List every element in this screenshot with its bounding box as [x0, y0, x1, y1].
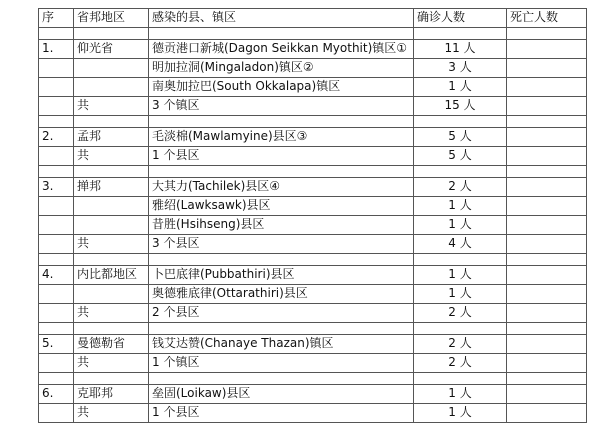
- separator-cell: [507, 116, 587, 128]
- row-number: 5.: [39, 335, 74, 354]
- separator-cell: [507, 373, 587, 385]
- row-number: [39, 216, 74, 235]
- separator-cell: [74, 166, 149, 178]
- row-number: 1.: [39, 40, 74, 59]
- separator-cell: [149, 373, 414, 385]
- confirmed-count: 2 人: [414, 178, 507, 197]
- row-number: [39, 97, 74, 116]
- separator-cell: [414, 166, 507, 178]
- total-row: [39, 97, 587, 116]
- total-label: 共: [74, 404, 149, 423]
- death-count: [507, 97, 587, 116]
- row-number: [39, 235, 74, 254]
- area-name: 钱艾达赞(Chanaye Thazan)镇区: [149, 335, 414, 354]
- area-name: 卜巴底律(Pubbathiri)县区: [149, 266, 414, 285]
- state-name: 仰光省: [74, 40, 149, 59]
- row-number: [39, 285, 74, 304]
- separator-cell: [39, 166, 74, 178]
- header-confirmed: 确诊人数: [414, 9, 507, 28]
- total-area-count: 3 个镇区: [149, 97, 414, 116]
- state-name: [74, 78, 149, 97]
- death-count: [507, 235, 587, 254]
- separator-cell: [149, 116, 414, 128]
- confirmed-count: 11 人: [414, 40, 507, 59]
- state-name: 掸邦: [74, 178, 149, 197]
- separator-cell: [507, 166, 587, 178]
- total-area-count: 1 个镇区: [149, 354, 414, 373]
- confirmed-count: 1 人: [414, 78, 507, 97]
- separator-row: [39, 28, 587, 40]
- death-count: [507, 178, 587, 197]
- row-number: [39, 404, 74, 423]
- row-number: [39, 197, 74, 216]
- row-number: [39, 78, 74, 97]
- death-count: [507, 354, 587, 373]
- state-name: 克耶邦: [74, 385, 149, 404]
- separator-cell: [149, 166, 414, 178]
- death-count: [507, 128, 587, 147]
- header-no: 序: [39, 9, 74, 28]
- area-name: 昔胜(Hsihseng)县区: [149, 216, 414, 235]
- area-name: 垒固(Loikaw)县区: [149, 385, 414, 404]
- separator-cell: [39, 28, 74, 40]
- total-label: 共: [74, 147, 149, 166]
- death-count: [507, 285, 587, 304]
- confirmed-count: 3 人: [414, 59, 507, 78]
- area-name: 毛淡棉(Mawlamyine)县区③: [149, 128, 414, 147]
- state-name: [74, 216, 149, 235]
- state-name: [74, 197, 149, 216]
- total-row: [39, 354, 587, 373]
- total-confirmed: 2 人: [414, 354, 507, 373]
- row-number: 4.: [39, 266, 74, 285]
- total-area-count: 1 个县区: [149, 147, 414, 166]
- table-row: [39, 285, 587, 304]
- separator-cell: [149, 254, 414, 266]
- total-confirmed: 5 人: [414, 147, 507, 166]
- separator-cell: [74, 254, 149, 266]
- separator-cell: [507, 254, 587, 266]
- table-row: [39, 197, 587, 216]
- confirmed-count: 1 人: [414, 216, 507, 235]
- separator-cell: [507, 28, 587, 40]
- total-row: [39, 147, 587, 166]
- separator-cell: [39, 254, 74, 266]
- separator-cell: [74, 116, 149, 128]
- separator-row: [39, 254, 587, 266]
- total-label: 共: [74, 354, 149, 373]
- total-row: [39, 404, 587, 423]
- separator-cell: [39, 116, 74, 128]
- table-row: [39, 335, 587, 354]
- separator-cell: [414, 373, 507, 385]
- row-number: 2.: [39, 128, 74, 147]
- area-name: 雅绍(Lawksawk)县区: [149, 197, 414, 216]
- area-name: 大其力(Tachilek)县区④: [149, 178, 414, 197]
- separator-row: [39, 166, 587, 178]
- total-label: 共: [74, 235, 149, 254]
- header-area: 感染的县、镇区: [149, 9, 414, 28]
- area-name: 奥德雅底律(Ottarathiri)县区: [149, 285, 414, 304]
- state-name: [74, 59, 149, 78]
- total-row: [39, 304, 587, 323]
- total-confirmed: 2 人: [414, 304, 507, 323]
- total-area-count: 3 个县区: [149, 235, 414, 254]
- death-count: [507, 404, 587, 423]
- separator-cell: [507, 323, 587, 335]
- separator-cell: [414, 323, 507, 335]
- death-count: [507, 216, 587, 235]
- separator-cell: [149, 323, 414, 335]
- total-confirmed: 15 人: [414, 97, 507, 116]
- table-row: [39, 128, 587, 147]
- state-name: [74, 285, 149, 304]
- death-count: [507, 197, 587, 216]
- total-area-count: 2 个县区: [149, 304, 414, 323]
- death-count: [507, 266, 587, 285]
- confirmed-count: 1 人: [414, 197, 507, 216]
- row-number: [39, 147, 74, 166]
- row-number: [39, 304, 74, 323]
- row-number: [39, 354, 74, 373]
- header-deaths: 死亡人数: [507, 9, 587, 28]
- confirmed-count: 2 人: [414, 335, 507, 354]
- state-name: 内比都地区: [74, 266, 149, 285]
- header-row: [39, 9, 587, 28]
- confirmed-count: 5 人: [414, 128, 507, 147]
- death-count: [507, 147, 587, 166]
- death-count: [507, 59, 587, 78]
- separator-cell: [39, 323, 74, 335]
- separator-row: [39, 373, 587, 385]
- table-body: [39, 9, 587, 423]
- covid-cases-table: [38, 8, 587, 423]
- state-name: 曼德勒省: [74, 335, 149, 354]
- confirmed-count: 1 人: [414, 285, 507, 304]
- table-row: [39, 59, 587, 78]
- area-name: 明加拉洞(Mingaladon)镇区②: [149, 59, 414, 78]
- total-row: [39, 235, 587, 254]
- separator-row: [39, 116, 587, 128]
- table-row: [39, 178, 587, 197]
- separator-cell: [414, 116, 507, 128]
- death-count: [507, 40, 587, 59]
- row-number: 6.: [39, 385, 74, 404]
- table-row: [39, 40, 587, 59]
- separator-cell: [414, 254, 507, 266]
- table-row: [39, 216, 587, 235]
- row-number: 3.: [39, 178, 74, 197]
- total-confirmed: 4 人: [414, 235, 507, 254]
- total-area-count: 1 个县区: [149, 404, 414, 423]
- confirmed-count: 1 人: [414, 385, 507, 404]
- separator-row: [39, 323, 587, 335]
- separator-cell: [74, 28, 149, 40]
- separator-cell: [149, 28, 414, 40]
- header-state: 省邦地区: [74, 9, 149, 28]
- total-label: 共: [74, 97, 149, 116]
- separator-cell: [74, 323, 149, 335]
- table-row: [39, 385, 587, 404]
- death-count: [507, 78, 587, 97]
- separator-cell: [39, 373, 74, 385]
- table-row: [39, 266, 587, 285]
- separator-cell: [74, 373, 149, 385]
- area-name: 德贡港口新城(Dagon Seikkan Myothit)镇区①: [149, 40, 414, 59]
- confirmed-count: 1 人: [414, 266, 507, 285]
- separator-cell: [414, 28, 507, 40]
- row-number: [39, 59, 74, 78]
- total-confirmed: 1 人: [414, 404, 507, 423]
- death-count: [507, 304, 587, 323]
- death-count: [507, 335, 587, 354]
- table-row: [39, 78, 587, 97]
- death-count: [507, 385, 587, 404]
- area-name: 南奥加拉巴(South Okkalapa)镇区: [149, 78, 414, 97]
- state-name: 孟邦: [74, 128, 149, 147]
- total-label: 共: [74, 304, 149, 323]
